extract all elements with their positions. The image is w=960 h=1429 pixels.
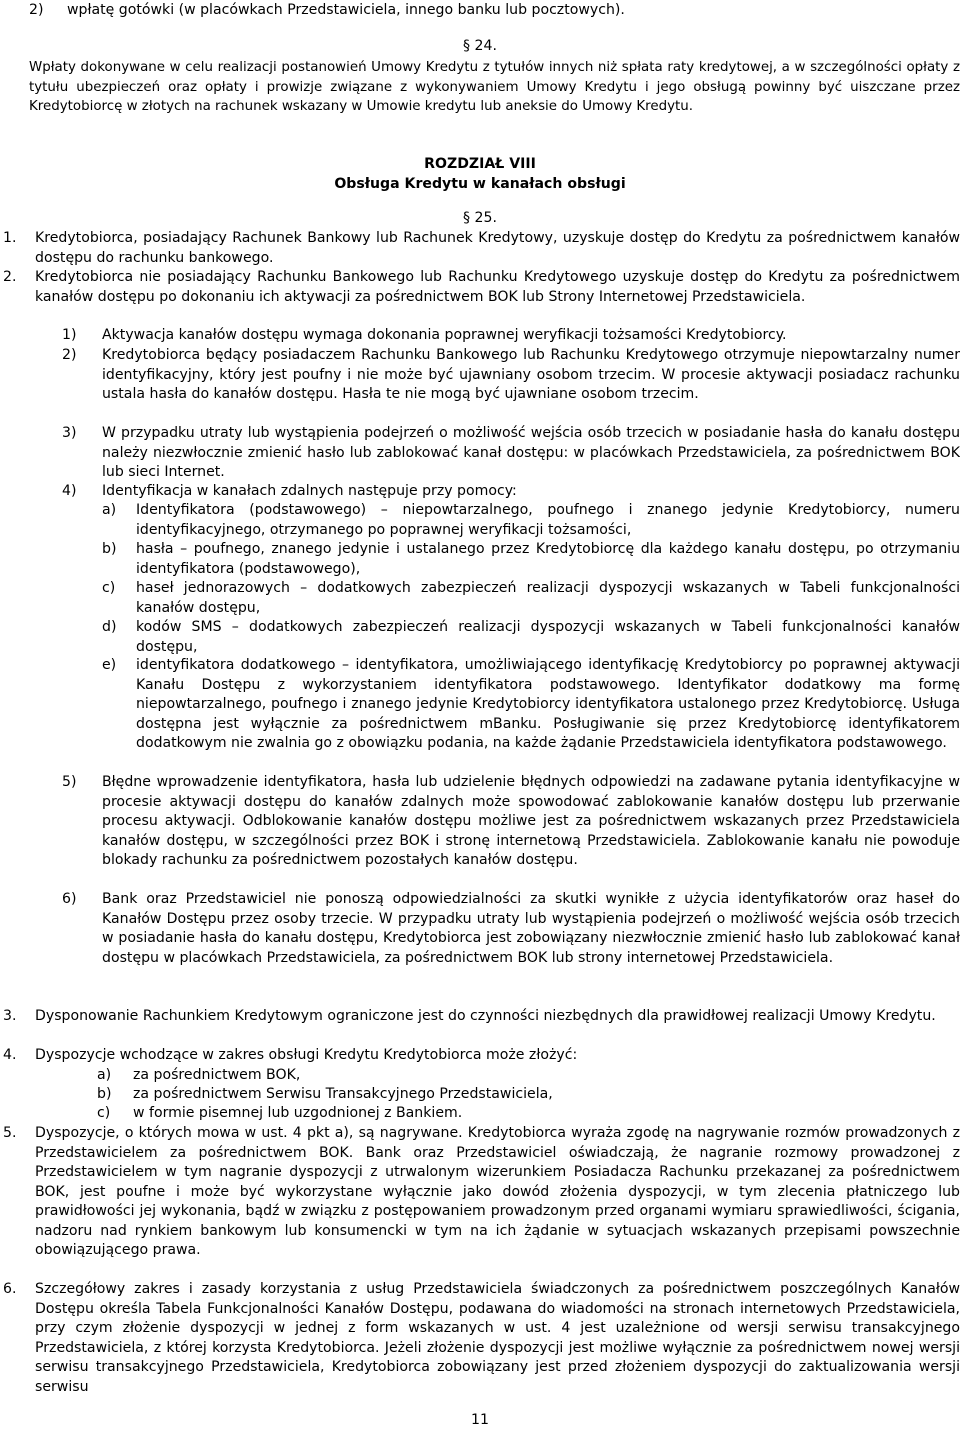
list-number: 2) <box>29 2 44 18</box>
paragraph-number: 4. <box>3 1047 17 1063</box>
sublist-letter: c) <box>97 1105 111 1121</box>
sublist-letter: a) <box>102 502 117 518</box>
paragraph-2: Kredytobiorca nie posiadający Rachunku Bankowego lub Rachunku Kredytowego uzyskuje dostęp do Kredytu za pośrednictwem kanałów dostępu po dokonaniu ich aktywacji za pośrednictwem BOK lub Strony Internetowej Przedstawiciela. <box>35 269 960 305</box>
list-number: 5) <box>62 774 77 790</box>
sublist-letter: b) <box>102 541 117 557</box>
list-number: 1) <box>62 327 77 343</box>
paragraph-4: Dyspozycje wchodzące w zakres obsługi Kredytu Kredytobiorca może złożyć: <box>35 1047 578 1063</box>
chapter-title: ROZDZIAŁ VIII <box>424 156 536 172</box>
chapter-subtitle: Obsługa Kredytu w kanałach obsługi <box>334 176 626 192</box>
sublist-item-text: haseł jednorazowych – dodatkowych zabezpieczeń realizacji dyspozycji wskazanych w Tabeli funkcjonalności kanałów dostępu, <box>136 580 960 616</box>
page-number: 11 <box>471 1412 489 1428</box>
paragraph-1: Kredytobiorca, posiadający Rachunek Bankowy lub Rachunek Kredytowy, uzyskuje dostęp do Kredytu za pośrednictwem kanałów dostępu do rachunku bankowego. <box>35 230 960 266</box>
list-item-text: Błędne wprowadzenie identyfikatora, hasła lub udzielenie błędnych odpowiedzi na zadawane pytania identyfikacyjne w procesie aktywacji dostępu do kanałów zdalnych może spowodować zablokowanie kanałów dostępu lub przerwanie procesu aktywacji. Odblokowanie kanałów dostępu możliwe jest za pośrednictwem wskazanych przez Przedstawiciela kanałów dostępu, w szczególności przez BOK i stronę internetową Przedstawiciela. Zablokowanie kanału nie powoduje blokady rachunku za pośrednictwem pozostałych kanałów dostępu. <box>102 774 960 868</box>
sublist-item-text: Identyfikatora (podstawowego) – niepowtarzalnego, poufnego i znanego jedynie Kredytobiorcy, numeru identyfikacyjnego, otrzymanego po poprawnej weryfikacji tożsamości, <box>136 502 960 538</box>
sublist-item-text: za pośrednictwem BOK, <box>133 1067 301 1083</box>
list-item-text: Bank oraz Przedstawiciel nie ponoszą odpowiedzialności za skutki wynikłe z użycia identyfikatorów oraz haseł do Kanałów Dostępu przez osoby trzecie. W przypadku utraty lub wystąpienia podejrzeń o możliwość wejścia osób trzecich w posiadanie hasła do kanału dostępu, Kredytobiorca jest zobowiązany niezwłocznie zmienić hasło lub zablokować kanał dostępu w placówkach Przedstawiciela, za pośrednictwem BOK lub strony internetowej Przedstawiciela. <box>102 891 960 966</box>
sublist-letter: c) <box>102 580 116 596</box>
section-heading-24: § 24. <box>463 38 497 54</box>
list-item-text: Kredytobiorca będący posiadaczem Rachunku Bankowego lub Rachunku Kredytowego otrzymuje niepowtarzalny numer identyfikacyjny, który jest poufny i nie może być ujawniany osobom trzecim. W procesie aktywacji posiadacz rachunku ustala hasła do kanałów dostępu. Hasła te nie mogą być ujawniane osobom trzecim. <box>102 347 960 402</box>
sublist-letter: d) <box>102 619 117 635</box>
list-item-text: Identyfikacja w kanałach zdalnych następuje przy pomocy: <box>102 483 517 499</box>
paragraph-6: Szczegółowy zakres i zasady korzystania z usług Przedstawiciela świadczonych za pośrednictwem poszczególnych Kanałów Dostępu określa Tabela Funkcjonalności Kanałów Dostępu, podawana do wiadomości na stronach internetowych Przedstawiciela, przy czym złożenie dyspozycji w jednej z form wskazanych w ust. 4 jest uzależnione od wersji serwisu transakcyjnego Przedstawiciela, z której korzysta Kredytobiorca. Jeżeli złożenie dyspozycji jest możliwe wyłącznie za pośrednictwem nowej wersji serwisu transakcyjnego Przedstawiciela, Kredytobiorca zobowiązany jest przed złożeniem dyspozycji do zaktualizowania wersji serwisu <box>35 1281 960 1395</box>
list-number: 6) <box>62 891 77 907</box>
list-item-text: wpłatę gotówki (w placówkach Przedstawiciela, innego banku lub pocztowych). <box>67 2 625 18</box>
sublist-letter: b) <box>97 1086 112 1102</box>
sublist-item-text: w formie pisemnej lub uzgodnionej z Bankiem. <box>133 1105 463 1121</box>
paragraph-number: 3. <box>3 1008 17 1024</box>
sublist-letter: a) <box>97 1067 112 1083</box>
list-number: 2) <box>62 347 77 363</box>
sublist-item-text: hasła – poufnego, znanego jedynie i ustalanego przez Kredytobiorcę dla każdego kanału dostępu, po otrzymaniu identyfikatora (podstawowego), <box>136 541 960 577</box>
list-item-text: W przypadku utraty lub wystąpienia podejrzeń o możliwość wejścia osób trzecich w posiadanie hasła do kanału dostępu należy niezwłocznie zmienić hasło lub zablokować kanał dostępu: w placówkach Przedstawiciela, za pośrednictwem BOK lub sieci Internet. <box>102 425 960 480</box>
paragraph-number: 6. <box>3 1281 17 1297</box>
sublist-item-text: kodów SMS – dodatkowych zabezpieczeń realizacji dyspozycji wskazanych w Tabeli funkcjonalności kanałów dostępu, <box>136 619 960 655</box>
paragraph-5: Dyspozycje, o których mowa w ust. 4 pkt a), są nagrywane. Kredytobiorca wyraża zgodę na nagrywanie rozmów prowadzonych z Przedstawicielem za pośrednictwem BOK. Bank oraz Przedstawiciel oświadczają, że nagranie rozmowy prowadzonej z Przedstawicielem w tym nagranie dyspozycji z utrwalonym wizerunkiem Posiadacza Rachunku przekazanej za pośrednictwem BOK, jest poufne i może być wykorzystane wyłącznie jako dowód złożenia dyspozycji, w tym zlecenia płatniczego lub prawidłowości jej wykonania, bądź w związku z postępowaniem prowadzonym przed organami wymiaru sprawiedliwości, ścigania, nadzoru nad rynkiem bankowym lub konsumencki w tym na ich żądanie w sytuacjach wskazanych przepisami powszechnie obowiązującego prawa. <box>35 1125 960 1258</box>
sublist-item-text: za pośrednictwem Serwisu Transakcyjnego Przedstawiciela, <box>133 1086 553 1102</box>
section-heading-25: § 25. <box>463 210 497 226</box>
paragraph-number: 1. <box>3 230 17 246</box>
list-number: 4) <box>62 483 77 499</box>
list-number: 3) <box>62 425 77 441</box>
paragraph-3: Dysponowanie Rachunkiem Kredytowym ograniczone jest do czynności niezbędnych dla prawidłowej realizacji Umowy Kredytu. <box>35 1008 936 1024</box>
section-24-paragraph: Wpłaty dokonywane w celu realizacji postanowień Umowy Kredytu z tytułów innych niż spłata raty kredytowej, a w szczególności opłaty z tytułu ubezpieczeń oraz opłaty i prowizje związane z wykonywaniem Umowy Kredytu i jego obsługą powinny być uiszczane przez Kredytobiorcę w złotych na rachunek wskazany w Umowie kredytu lub aneksie do Umowy Kredytu. <box>29 60 960 114</box>
paragraph-number: 2. <box>3 269 17 285</box>
sublist-item-text: identyfikatora dodatkowego – identyfikatora, umożliwiającego identyfikację Kredytobiorcy po poprawnej aktywacji Kanału Dostępu z wykorzystaniem identyfikatora podstawowego. Identyfikator dodatkowy ma formę niepowtarzalnego, poufnego i znanego jedynie Kredytobiorcy identyfikatora ustalonego przez Kredytobiorcę. Usługa dostępna jest wyłącznie za pośrednictwem mBanku. Posługiwanie się przez Kredytobiorcę identyfikatorem dodatkowym nie zwalnia go z obowiązku podania, na każde żądanie Przedstawiciela identyfikatora podstawowego. <box>136 657 960 751</box>
sublist-letter: e) <box>102 657 117 673</box>
list-item-text: Aktywacja kanałów dostępu wymaga dokonania poprawnej weryfikacji tożsamości Kredytobiorcy. <box>102 327 787 343</box>
paragraph-number: 5. <box>3 1125 17 1141</box>
